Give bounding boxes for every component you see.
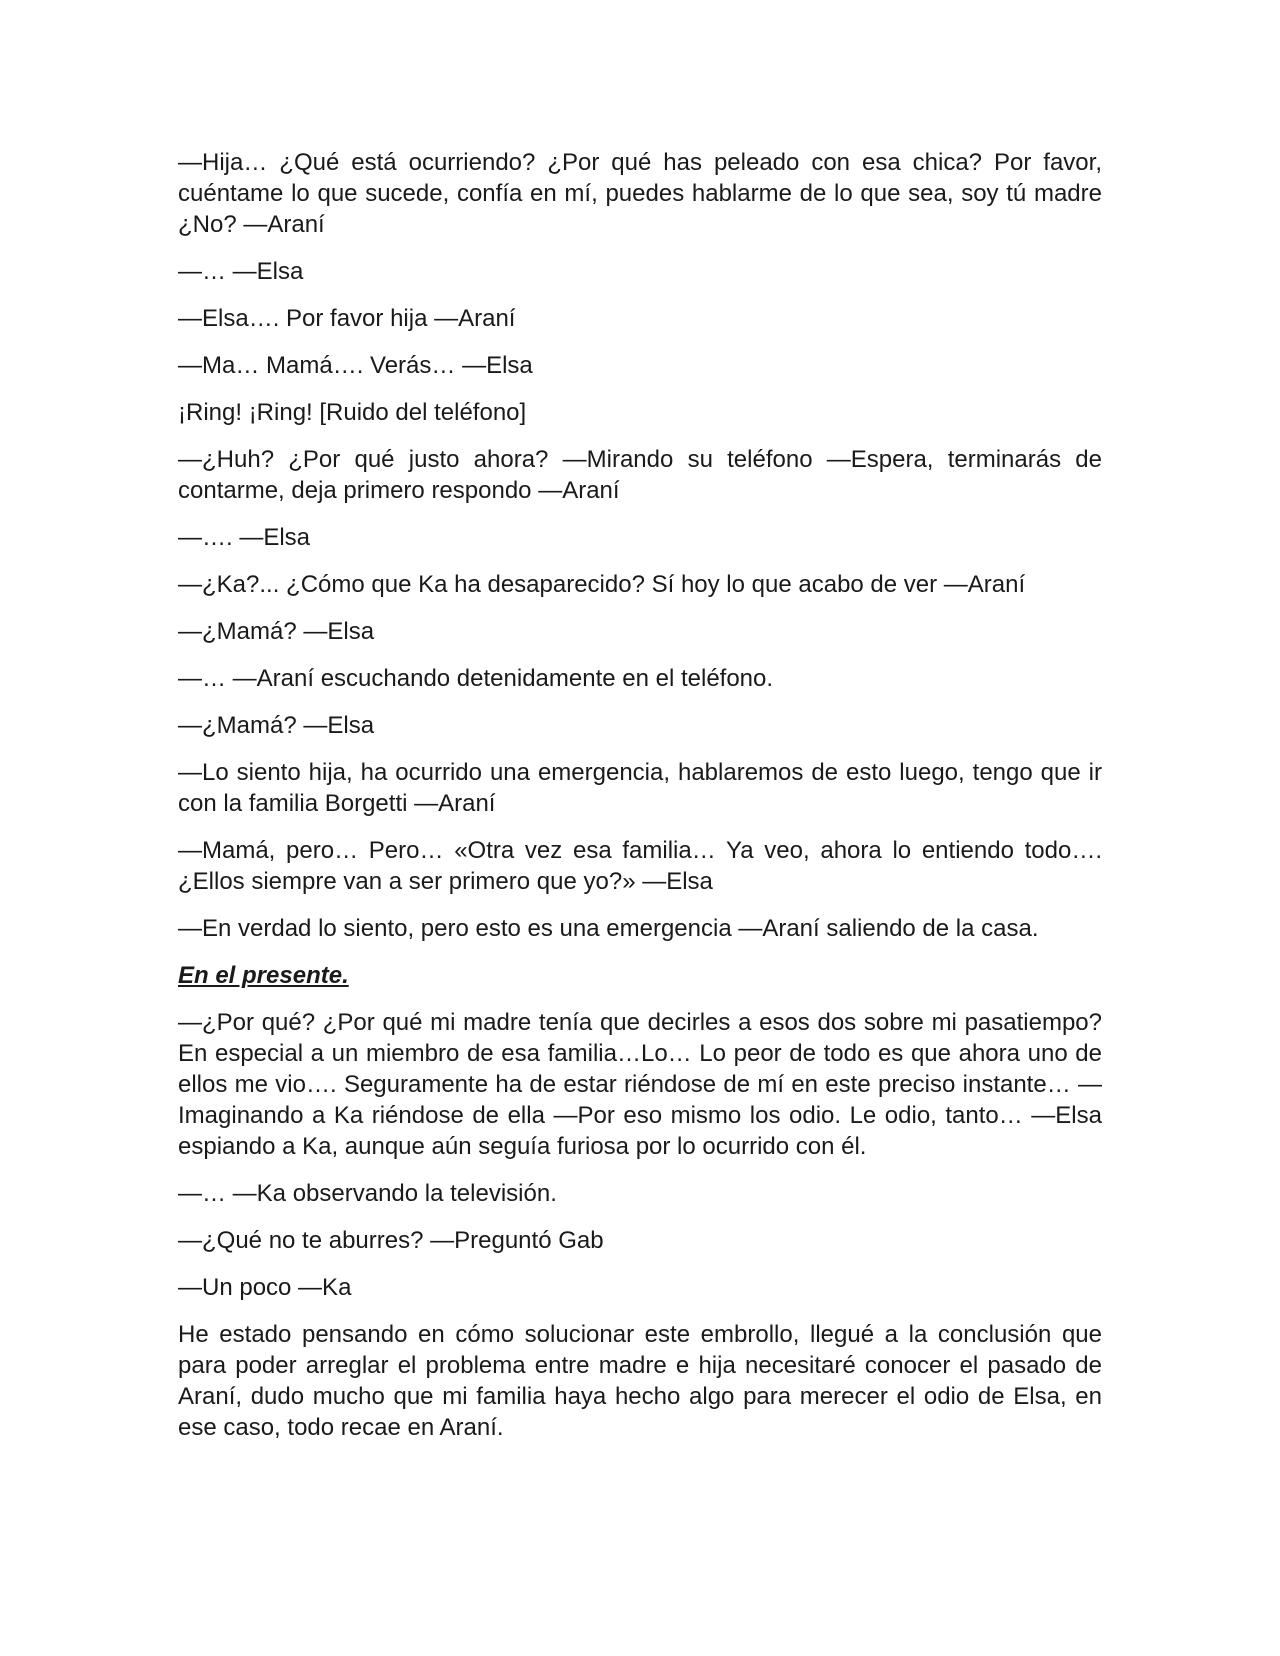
dialogue-paragraph: —¿Huh? ¿Por qué justo ahora? —Mirando su teléfono —Espera, terminarás de contarme, deja primero respondo —Araní [178, 446, 1102, 504]
dialogue-paragraph: —¿Mamá? —Elsa [178, 618, 375, 645]
dialogue-paragraph: —… —Ka observando la televisión. [178, 1180, 557, 1207]
dialogue-paragraph: —Lo siento hija, ha ocurrido una emergencia, hablaremos de esto luego, tengo que ir con la familia Borgetti —Araní [178, 759, 1102, 817]
dialogue-paragraph: —¿Mamá? —Elsa [178, 712, 375, 739]
dialogue-paragraph: —…. —Elsa [178, 524, 311, 551]
dialogue-paragraph: —¿Qué no te aburres? —Preguntó Gab [178, 1227, 604, 1254]
section-heading: En el presente. [178, 962, 349, 989]
dialogue-paragraph: —Hija… ¿Qué está ocurriendo? ¿Por qué has peleado con esa chica? Por favor, cuéntame lo que sucede, confía en mí, puedes hablarme de lo que sea, soy tú madre ¿No? —Araní [178, 149, 1102, 238]
dialogue-paragraph: —… —Elsa [178, 258, 304, 285]
document-page [178, 147, 1102, 1459]
dialogue-paragraph: —Ma… Mamá…. Verás… —Elsa [178, 352, 533, 379]
dialogue-paragraph: ¡Ring! ¡Ring! [Ruido del teléfono] [178, 399, 527, 426]
dialogue-paragraph: —Mamá, pero… Pero… «Otra vez esa familia… Ya veo, ahora lo entiendo todo…. ¿Ellos siempre van a ser primero que yo?» —Elsa [178, 837, 1102, 895]
dialogue-paragraph: —En verdad lo siento, pero esto es una emergencia —Araní saliendo de la casa. [178, 915, 1039, 942]
dialogue-paragraph: —Elsa…. Por favor hija —Araní [178, 305, 516, 332]
narrative-paragraph: He estado pensando en cómo solucionar este embrollo, llegué a la conclusión que para poder arreglar el problema entre madre e hija necesitaré conocer el pasado de Araní, dudo mucho que mi familia haya hecho algo para merecer el odio de Elsa, en ese caso, todo recae en Araní. [178, 1321, 1102, 1441]
dialogue-paragraph: —… —Araní escuchando detenidamente en el teléfono. [178, 665, 774, 692]
dialogue-paragraph: —Un poco —Ka [178, 1274, 352, 1301]
dialogue-paragraph: —¿Ka?... ¿Cómo que Ka ha desaparecido? Sí hoy lo que acabo de ver —Araní [178, 571, 1026, 598]
narrative-paragraph: —¿Por qué? ¿Por qué mi madre tenía que decirles a esos dos sobre mi pasatiempo? En especial a un miembro de esa familia…Lo… Lo peor de todo es que ahora uno de ellos me vio…. Seguramente ha de estar riéndose de mí en este preciso instante… —Imaginando a Ka riéndose de ella —Por eso mismo los odio. Le odio, tanto… —Elsa espiando a Ka, aunque aún seguía furiosa por lo ocurrido con él. [178, 1009, 1102, 1160]
